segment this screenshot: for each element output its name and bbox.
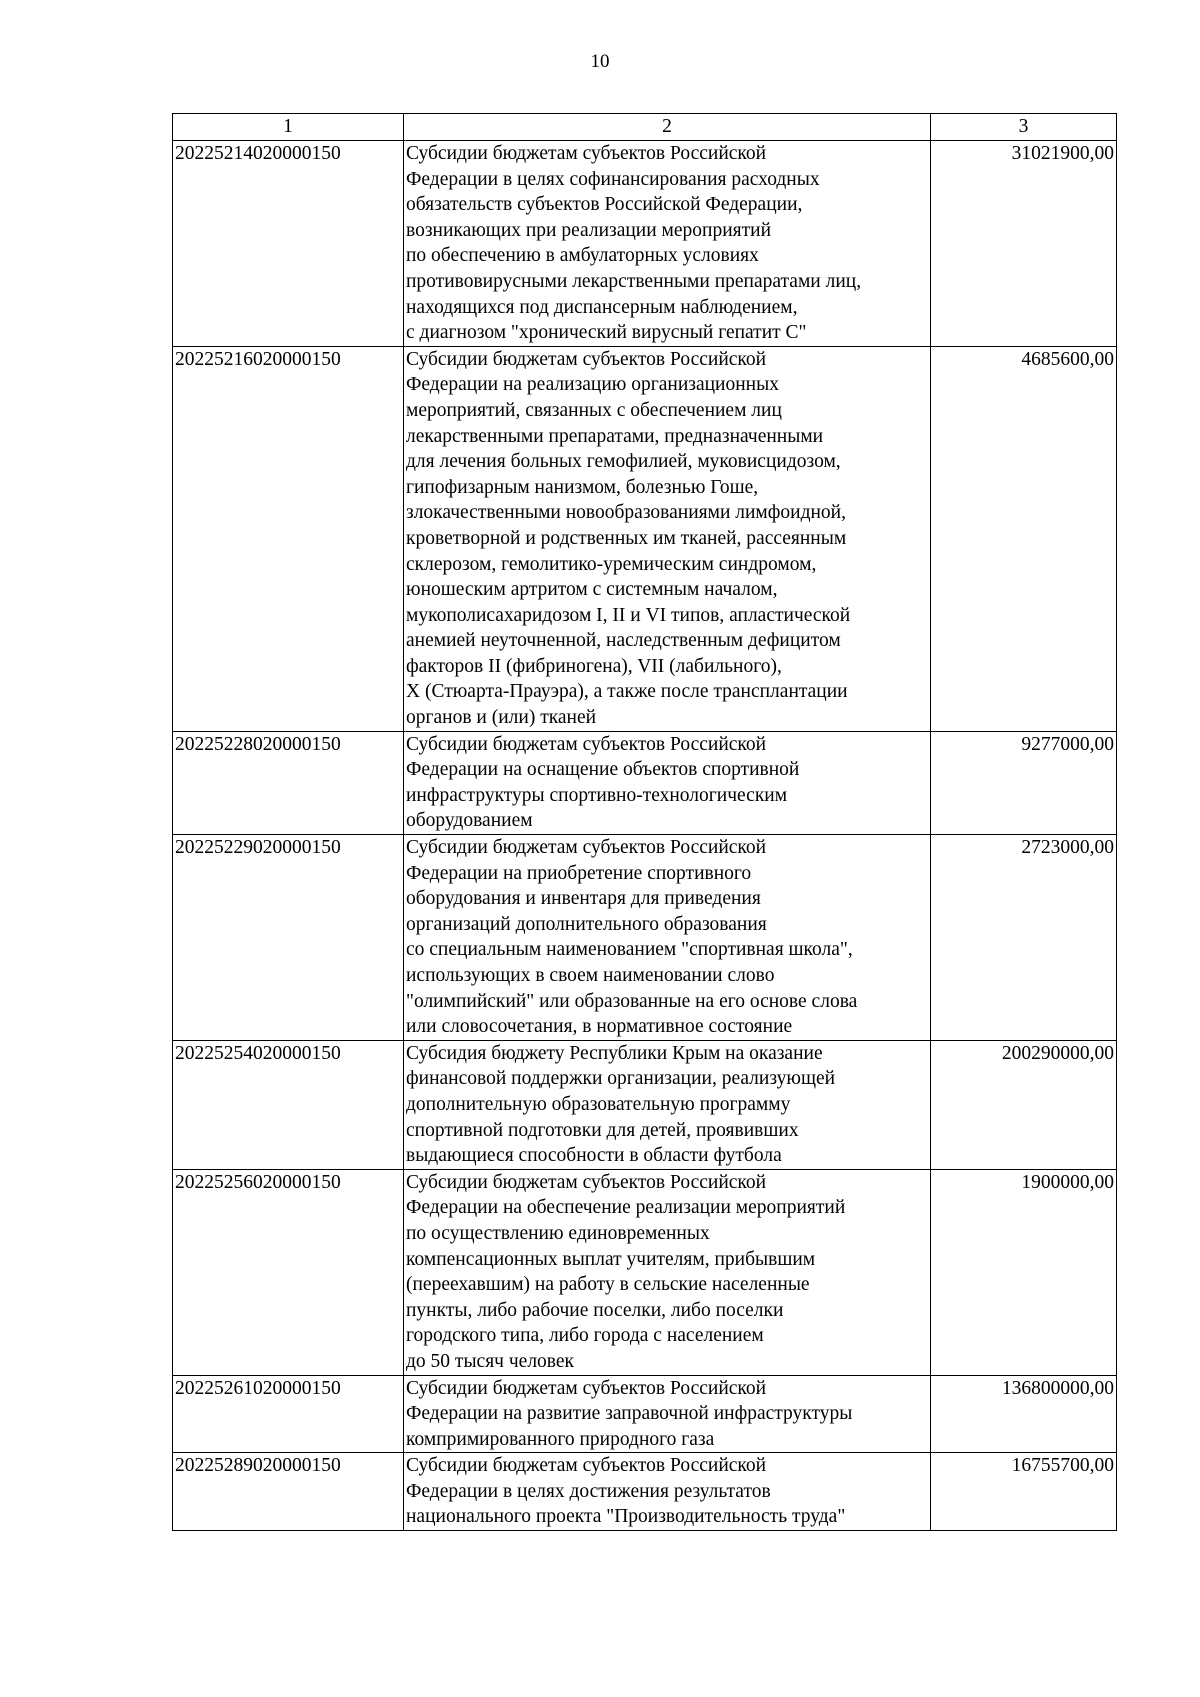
row-name-line: Федерации на развитие заправочной инфраструктуры [406, 1403, 853, 1425]
row-name-line: инфраструктуры спортивно-технологическим [406, 784, 788, 806]
row-name-line: Федерации на реализацию организационных [406, 374, 779, 396]
row-name-line: факторов II (фибриногена), VII (лабильного), [406, 655, 782, 677]
row-name-line: кроветворной и родственных им тканей, рассеянным [406, 527, 847, 549]
row-amount: 200290000,00 [931, 1040, 1117, 1169]
row-name-line: спортивной подготовки для детей, проявивших [406, 1119, 799, 1141]
row-name-line: Субсидии бюджетам субъектов Российской [406, 1377, 767, 1399]
row-name-line: дополнительную образовательную программу [406, 1093, 791, 1115]
row-name [404, 1169, 931, 1375]
row-name-line: организаций дополнительного образования [406, 913, 767, 935]
row-name-line: или словосочетания, в нормативное состояние [406, 1016, 793, 1038]
row-name-line: Федерации в целях софинансирования расходных [406, 168, 820, 190]
row-name-line: пункты, либо рабочие поселки, либо поселки [406, 1299, 784, 1321]
row-name-line: Федерации на оснащение объектов спортивной [406, 759, 800, 781]
table-row [173, 835, 1117, 1041]
row-name-line: Федерации на приобретение спортивного [406, 862, 752, 884]
row-amount: 16755700,00 [931, 1453, 1117, 1531]
row-code: 20225216020000150 [173, 346, 404, 731]
row-name-line: мукополисахаридозом I, II и VI типов, апластической [406, 604, 851, 626]
row-name-line: злокачественными новообразованиями лимфоидной, [406, 502, 846, 524]
row-amount: 31021900,00 [931, 141, 1117, 347]
row-code: 20225256020000150 [173, 1169, 404, 1375]
row-code: 20225228020000150 [173, 731, 404, 834]
row-name-line: лекарственными препаратами, предназначенными [406, 425, 824, 447]
row-name-line: гипофизарным нанизмом, болезнью Гоше, [406, 476, 759, 498]
row-amount: 9277000,00 [931, 731, 1117, 834]
row-amount: 1900000,00 [931, 1169, 1117, 1375]
row-name-line: Федерации на обеспечение реализации мероприятий [406, 1197, 846, 1219]
row-name-line: анемией неуточненной, наследственным дефицитом [406, 630, 841, 652]
table-row [173, 1453, 1117, 1531]
row-name [404, 1040, 931, 1169]
row-name-line: Субсидии бюджетам субъектов Российской [406, 1171, 767, 1193]
row-name-line: национального проекта "Производительность труда" [406, 1506, 846, 1528]
row-name-line: Субсидии бюджетам субъектов Российской [406, 1455, 767, 1477]
row-name-line: склерозом, гемолитико-уремическим синдромом, [406, 553, 817, 575]
row-name-line: оборудования и инвентаря для приведения [406, 888, 761, 910]
table-row [173, 1375, 1117, 1453]
row-name-line: органов и (или) тканей [406, 707, 597, 729]
row-name-line: возникающих при реализации мероприятий [406, 219, 772, 241]
row-name-line: "олимпийский" или образованные на его основе слова [406, 990, 858, 1012]
row-code: 20225254020000150 [173, 1040, 404, 1169]
row-name-line: для лечения больных гемофилией, муковисцидозом, [406, 451, 841, 473]
row-code: 20225289020000150 [173, 1453, 404, 1531]
row-name-line: финансовой поддержки организации, реализующей [406, 1068, 836, 1090]
row-amount: 2723000,00 [931, 835, 1117, 1041]
table-body [173, 141, 1117, 1531]
header-col-2: 2 [404, 114, 931, 141]
row-amount: 4685600,00 [931, 346, 1117, 731]
row-name-line: с диагнозом "хронический вирусный гепатит С" [406, 322, 807, 344]
row-code: 20225214020000150 [173, 141, 404, 347]
page-number: 10 [590, 51, 610, 72]
row-name-line: по осуществлению единовременных [406, 1222, 710, 1244]
row-name-line: юношеским артритом с системным началом, [406, 579, 778, 601]
row-name [404, 835, 931, 1041]
row-amount: 136800000,00 [931, 1375, 1117, 1453]
table-row [173, 1169, 1117, 1375]
row-name-line: Субсидии бюджетам субъектов Российской [406, 837, 767, 859]
row-name [404, 1453, 931, 1531]
header-col-1: 1 [173, 114, 404, 141]
row-name-line: по обеспечению в амбулаторных условиях [406, 245, 759, 267]
row-name [404, 141, 931, 347]
row-name [404, 346, 931, 731]
row-name-line: Субсидии бюджетам субъектов Российской [406, 733, 767, 755]
budget-table [172, 113, 1117, 1531]
row-name-line: обязательств субъектов Российской Федерации, [406, 194, 803, 216]
row-name-line: до 50 тысяч человек [406, 1350, 575, 1372]
row-name-line: компенсационных выплат учителям, прибывшим [406, 1248, 816, 1270]
row-name [404, 1375, 931, 1453]
table-row [173, 346, 1117, 731]
table-row [173, 731, 1117, 834]
row-name-line: выдающиеся способности в области футбола [406, 1145, 782, 1167]
row-name-line: оборудованием [406, 810, 533, 832]
row-name-line: противовирусными лекарственными препаратами лиц, [406, 270, 862, 292]
header-row [173, 114, 1117, 141]
row-name-line: находящихся под диспансерным наблюдением, [406, 296, 798, 318]
row-name-line: Федерации в целях достижения результатов [406, 1480, 771, 1502]
row-name-line: компримированного природного газа [406, 1428, 715, 1450]
row-name-line: использующих в своем наименовании слово [406, 965, 775, 986]
row-name-line: X (Стюарта-Прауэра), а также после трансплантации [406, 681, 848, 703]
row-name-line: (переехавшим) на работу в сельские населенные [406, 1274, 810, 1296]
row-name [404, 731, 931, 834]
header-col-3: 3 [931, 114, 1117, 141]
row-name-line: Субсидии бюджетам субъектов Российской [406, 348, 767, 370]
row-code: 20225229020000150 [173, 835, 404, 1041]
row-name-line: Субсидия бюджету Республики Крым на оказание [406, 1042, 823, 1064]
row-name-line: со специальным наименованием "спортивная школа", [406, 939, 853, 961]
row-name-line: Субсидии бюджетам субъектов Российской [406, 143, 767, 164]
row-name-line: мероприятий, связанных с обеспечением лиц [406, 399, 782, 421]
table-row [173, 1040, 1117, 1169]
table-row [173, 141, 1117, 347]
table-header [173, 114, 1117, 141]
row-name-line: городского типа, либо города с населением [406, 1325, 764, 1347]
row-code: 20225261020000150 [173, 1375, 404, 1453]
